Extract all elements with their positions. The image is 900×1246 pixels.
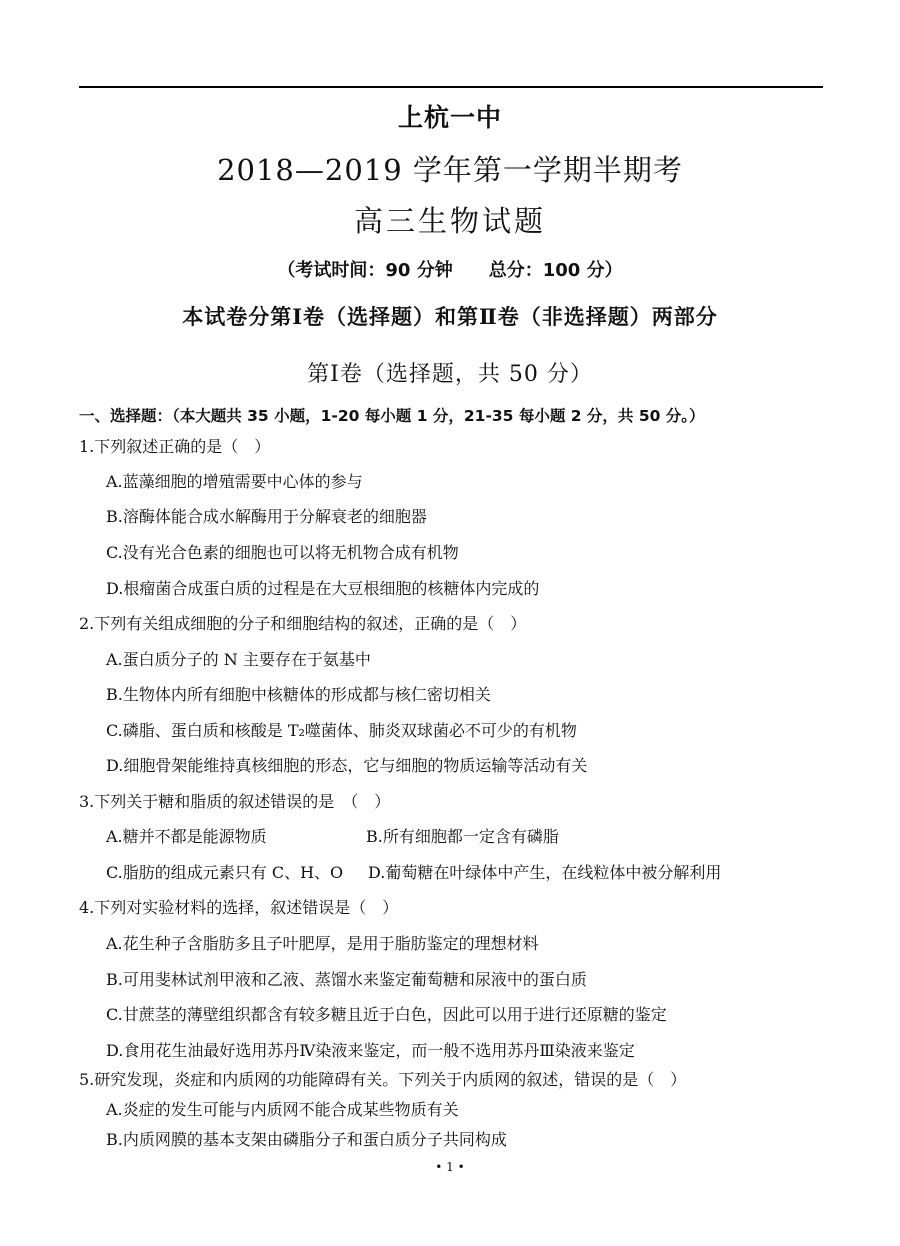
- question-4-option-a: A.花生种子含脂肪多且子叶肥厚，是用于脂肪鉴定的理想材料: [106, 934, 539, 953]
- question-4-option-c: C.甘蔗茎的薄壁组织都含有较多糖且近于白色，因此可以用于进行还原糖的鉴定: [106, 1005, 667, 1024]
- question-4-option-d: D.食用花生油最好选用苏丹Ⅳ染液来鉴定，而一般不选用苏丹Ⅲ染液来鉴定: [106, 1041, 635, 1060]
- exam-meta: [0, 256, 900, 282]
- question-5-stem: 5.研究发现，炎症和内质网的功能障碍有关。下列关于内质网的叙述，错误的是（ ）: [79, 1070, 687, 1089]
- question-2-option-d: D.细胞骨架能维持真核细胞的形态，它与细胞的物质运输等活动有关: [106, 756, 588, 775]
- section-heading: 一、选择题：（本大题共 35 小题，1-20 每小题 1 分，21-35 每小题 2 分，共 50 分。）: [79, 407, 705, 425]
- question-3-option-c: C.脂肪的组成元素只有 C、H、O: [106, 863, 344, 882]
- question-3-option-a: A.糖并不都是能源物质: [106, 827, 267, 846]
- question-1-option-c: C.没有光合色素的细胞也可以将无机物合成有机物: [106, 543, 459, 562]
- school-name: 上杭一中: [397, 103, 502, 132]
- question-3-stem: 3.下列关于糖和脂质的叙述错误的是 （ ）: [79, 792, 391, 811]
- exam-subject: 高三生物试题: [353, 204, 546, 238]
- exam-time: （考试时间：90 分钟: [277, 260, 453, 281]
- question-3-option-b: B.所有细胞都一定含有磷脂: [366, 827, 559, 846]
- part1-title: 第Ⅰ卷（选择题，共 50 分）: [307, 362, 593, 387]
- structure-note: 本试卷分第Ⅰ卷（选择题）和第Ⅱ卷（非选择题）两部分: [182, 304, 718, 329]
- question-1-option-b: B.溶酶体能合成水解酶用于分解衰老的细胞器: [106, 507, 427, 526]
- question-4-stem: 4.下列对实验材料的选择，叙述错误是（ ）: [79, 898, 399, 917]
- page-number: • 1 •: [435, 1160, 465, 1174]
- exam-term: 2018—2019 学年第一学期半期考: [217, 153, 683, 187]
- question-3-option-d: D.葡萄糖在叶绿体中产生，在线粒体中被分解利用: [368, 863, 722, 882]
- question-1-option-a: A.蓝藻细胞的增殖需要中心体的参与: [106, 472, 363, 491]
- header-rule: [79, 86, 823, 88]
- question-2-stem: 2.下列有关组成细胞的分子和细胞结构的叙述，正确的是（ ）: [79, 614, 527, 633]
- question-2-option-b: B.生物体内所有细胞中核糖体的形成都与核仁密切相关: [106, 685, 491, 704]
- question-1-option-d: D.根瘤菌合成蛋白质的过程是在大豆根细胞的核糖体内完成的: [106, 579, 540, 598]
- question-2-option-a: A.蛋白质分子的 N 主要存在于氨基中: [106, 650, 371, 669]
- question-5-option-a: A.炎症的发生可能与内质网不能合成某些物质有关: [106, 1100, 459, 1119]
- question-1-stem: 1.下列叙述正确的是（ ）: [79, 437, 271, 456]
- question-2-option-c: C.磷脂、蛋白质和核酸是 T₂噬菌体、肺炎双球菌必不可少的有机物: [106, 721, 577, 740]
- total-score: 总分：100 分）: [488, 260, 623, 281]
- question-5-option-b: B.内质网膜的基本支架由磷脂分子和蛋白质分子共同构成: [106, 1130, 507, 1149]
- question-4-option-b: B.可用斐林试剂甲液和乙液、蒸馏水来鉴定葡萄糖和尿液中的蛋白质: [106, 970, 587, 989]
